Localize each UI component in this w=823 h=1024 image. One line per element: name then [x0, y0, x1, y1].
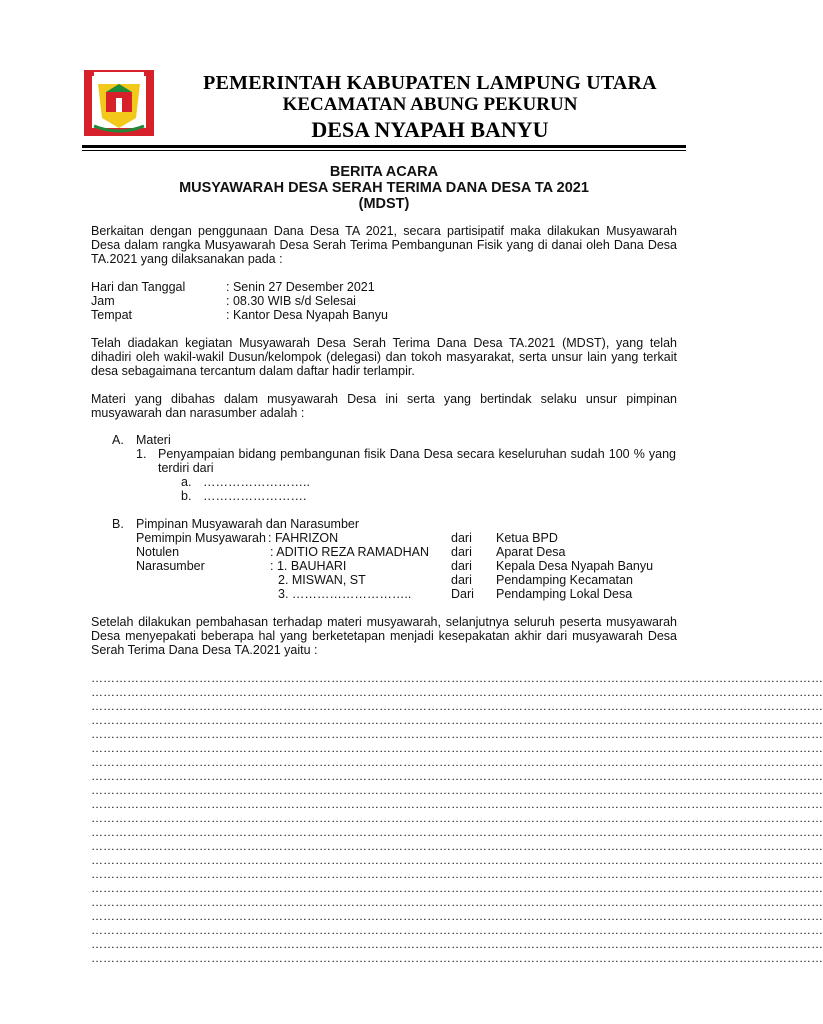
letterhead-rule-thin — [82, 150, 686, 151]
dotted-line: ………………………………………………………………………………………………………………………………………………………………… — [91, 881, 823, 895]
document-title — [90, 164, 678, 212]
leader-role: Pemimpin Musyawarah — [136, 531, 266, 545]
letterhead-line-1: PEMERINTAH KABUPATEN LAMPUNG UTARA — [203, 72, 657, 94]
schedule-value-date: : Senin 27 Desember 2021 — [226, 280, 375, 294]
notetaker-name: : ADITIO REZA RAMADHAN — [270, 545, 430, 559]
speaker-3-origin: Pendamping Lokal Desa — [496, 587, 633, 601]
title-line-3: (MDST) — [358, 196, 410, 212]
dotted-line: ………………………………………………………………………………………………………………………………………………………………… — [91, 951, 823, 965]
section-b-marker: B. — [112, 517, 124, 531]
speaker-3-dari: Dari — [451, 587, 474, 601]
letterhead-line-2: KECAMATAN ABUNG PEKURUN — [282, 94, 578, 115]
speaker-1-name: : 1. BAUHARI — [270, 559, 347, 573]
dotted-line: ………………………………………………………………………………………………………………………………………………………………… — [91, 671, 823, 685]
sub-item-b-marker: b. — [181, 489, 192, 503]
leader-origin: Ketua BPD — [496, 531, 558, 545]
dotted-line: ………………………………………………………………………………………………………………………………………………………………… — [91, 769, 823, 783]
dotted-line: ………………………………………………………………………………………………………………………………………………………………… — [91, 853, 823, 867]
speaker-3-name: 3. ……………………….. — [278, 587, 412, 601]
section-a-marker: A. — [112, 433, 124, 447]
notetaker-role: Notulen — [136, 545, 180, 559]
section-a-label: Materi — [136, 433, 171, 447]
title-line-1: BERITA ACARA — [329, 164, 439, 180]
section-a-item-1-marker: 1. — [136, 447, 147, 461]
letterhead — [150, 72, 710, 144]
speaker-2-dari: dari — [451, 573, 472, 587]
dotted-line: ………………………………………………………………………………………………………………………………………………………………… — [91, 839, 823, 853]
dotted-line: ………………………………………………………………………………………………………………………………………………………………… — [91, 741, 823, 755]
dotted-line: ………………………………………………………………………………………………………………………………………………………………… — [91, 811, 823, 825]
dotted-line: ………………………………………………………………………………………………………………………………………………………………… — [91, 783, 823, 797]
leader-name: : FAHRIZON — [268, 531, 339, 545]
dotted-line: ………………………………………………………………………………………………………………………………………………………………… — [91, 699, 823, 713]
intro-paragraph: Berkaitan dengan penggunaan Dana Desa TA 2021, secara partisipatif maka dilakukan Musyawarah Desa dalam rangka Musyawarah Desa Serah Terima Pembangunan Fisik yang di danai oleh Dana Desa TA.2021 yang dilaksanakan pada : — [91, 224, 677, 266]
material-paragraph: Materi yang dibahas dalam musyawarah Desa ini serta yang bertindak selaku unsur pimpinan musyawarah dan narasumber adalah : — [91, 392, 677, 420]
dotted-line: ………………………………………………………………………………………………………………………………………………………………… — [91, 713, 823, 727]
speaker-role: Narasumber — [136, 559, 205, 573]
dotted-line: ………………………………………………………………………………………………………………………………………………………………… — [91, 797, 823, 811]
speaker-1-origin: Kepala Desa Nyapah Banyu — [496, 559, 654, 573]
notetaker-origin: Aparat Desa — [496, 545, 566, 559]
section-a-item-1-text: Penyampaian bidang pembangunan fisik Dana Desa secara keseluruhan sudah 100 % yang terdiri dari — [158, 447, 676, 475]
schedule-label-time: Jam — [91, 294, 115, 308]
dotted-line: ………………………………………………………………………………………………………………………………………………………………… — [91, 685, 823, 699]
speaker-1-dari: dari — [451, 559, 472, 573]
agreement-paragraph: Setelah dilakukan pembahasan terhadap materi musyawarah, selanjutnya seluruh peserta musyawarah Desa menyepakati beberapa hal yang berketetapan menjadi kesepakatan akhir dari musyawarah Desa Serah Terima Dana Desa TA.2021 yaitu : — [91, 615, 677, 657]
speaker-2-origin: Pendamping Kecamatan — [496, 573, 633, 587]
dotted-line: ………………………………………………………………………………………………………………………………………………………………… — [91, 755, 823, 769]
schedule-value-time: : 08.30 WIB s/d Selesai — [226, 294, 356, 308]
regency-emblem-icon — [84, 70, 154, 136]
dotted-line: ………………………………………………………………………………………………………………………………………………………………… — [91, 825, 823, 839]
dotted-line: ………………………………………………………………………………………………………………………………………………………………… — [91, 909, 823, 923]
sub-item-b-text: ……………………. — [203, 489, 307, 503]
schedule-value-place: : Kantor Desa Nyapah Banyu — [226, 308, 388, 322]
letterhead-line-3: DESA NYAPAH BANYU — [311, 117, 549, 142]
schedule-label-place: Tempat — [91, 308, 132, 322]
sub-item-a-text: …………………….. — [203, 475, 310, 489]
section-b-label: Pimpinan Musyawarah dan Narasumber — [136, 517, 360, 531]
title-line-2: MUSYAWARAH DESA SERAH TERIMA DANA DESA TA 2021 — [179, 180, 589, 196]
attendance-paragraph: Telah diadakan kegiatan Musyawarah Desa Serah Terima Dana Desa TA.2021 (MDST), yang telah dihadiri oleh wakil-wakil Dusun/kelompok (delegasi) dan tokoh masyarakat, serta unsur lain yang terkait desa sebagaimana tercantum dalam daftar hadir terlampir. — [91, 336, 677, 378]
schedule-label-date: Hari dan Tanggal — [91, 280, 186, 294]
speaker-2-name: 2. MISWAN, ST — [278, 573, 366, 587]
dotted-line: ………………………………………………………………………………………………………………………………………………………………… — [91, 923, 823, 937]
dotted-line: ………………………………………………………………………………………………………………………………………………………………… — [91, 867, 823, 881]
sub-item-a-marker: a. — [181, 475, 192, 489]
dotted-line: ………………………………………………………………………………………………………………………………………………………………… — [91, 895, 823, 909]
notetaker-dari: dari — [451, 545, 472, 559]
leader-dari: dari — [451, 531, 472, 545]
dotted-line: ………………………………………………………………………………………………………………………………………………………………… — [91, 937, 823, 951]
dotted-line: ………………………………………………………………………………………………………………………………………………………………… — [91, 727, 823, 741]
letterhead-rule-thick — [82, 145, 686, 148]
